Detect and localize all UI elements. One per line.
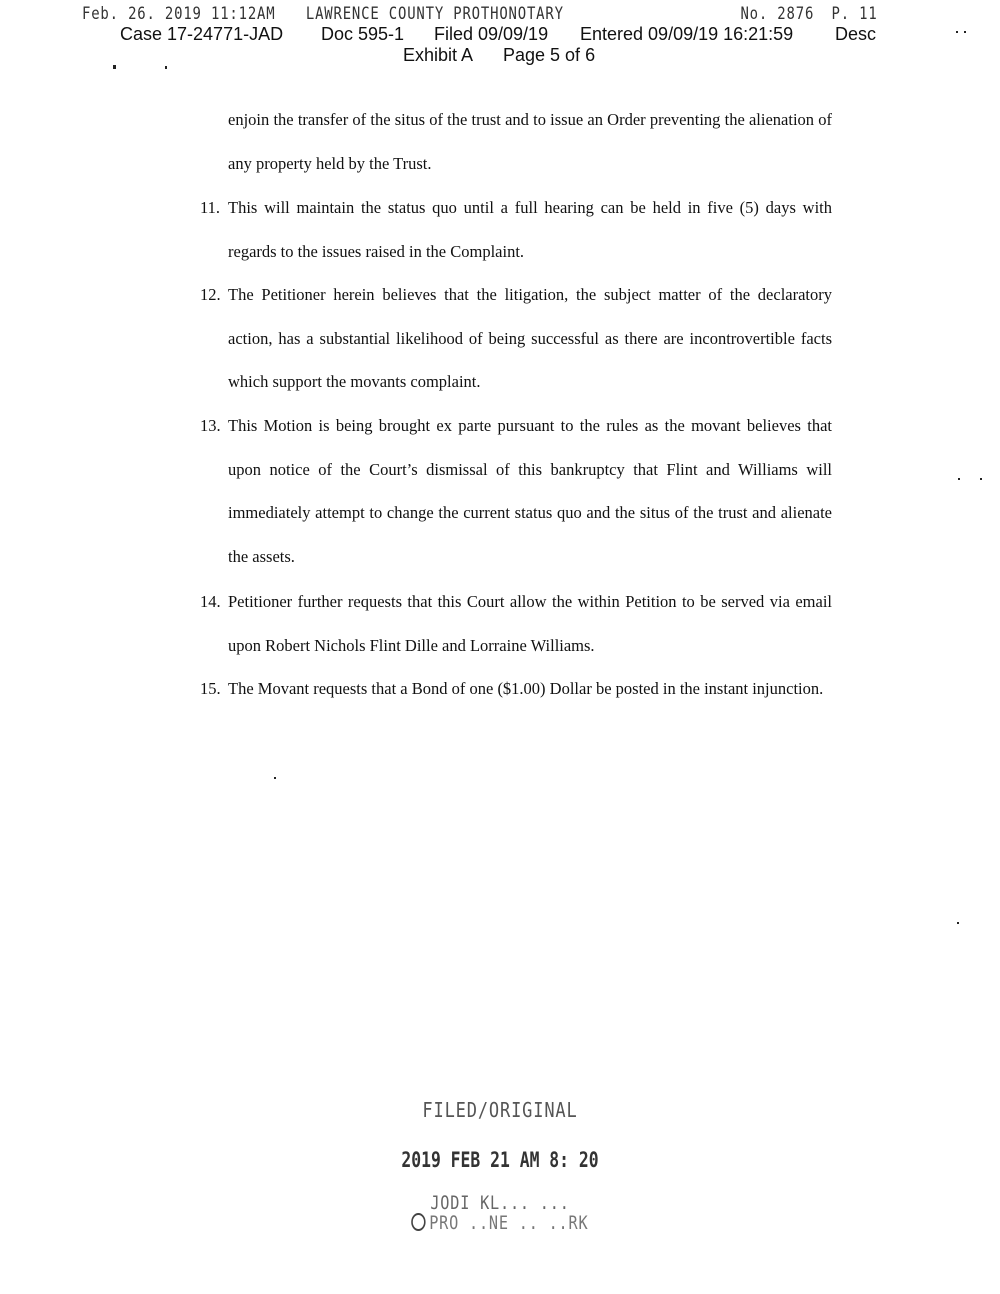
entered-date: Entered 09/09/19 16:21:59 <box>580 24 794 44</box>
item-number: 15. <box>200 679 221 698</box>
item-text: The Movant requests that a Bond of one ($1.00) Dollar be posted in the instant injunction. <box>228 679 824 698</box>
scan-speck <box>113 65 116 69</box>
scan-speck <box>957 922 959 924</box>
item-text: The Petitioner herein believes that the litigation, the subject matter of the declaratory action, has a substantial likelihood of being successful as there are incontrovertible facts which support the movants complaint. <box>228 285 832 391</box>
item-text: Petitioner further requests that this Court allow the within Petition to be served via email upon Robert Nichols Flint Dille and Lorraine Williams. <box>228 592 832 655</box>
list-item <box>200 186 832 273</box>
fax-datetime: Feb. 26. 2019 11:12AM <box>82 4 276 24</box>
exhibit-label: Exhibit A <box>403 45 474 65</box>
item-number: 11. <box>200 198 221 217</box>
scan-speck <box>165 66 167 69</box>
desc-label: Desc <box>835 24 877 44</box>
scan-speck <box>274 777 276 779</box>
item-text: This Motion is being brought ex parte pursuant to the rules as the movant believes that upon notice of the Court’s dismissal of this bankruptcy that Flint and Williams will immediately attempt to change the current status quo and the situs of the trust and alienate the assets. <box>228 416 832 566</box>
item-number: 13. <box>200 416 221 435</box>
scan-speck <box>964 31 966 33</box>
filed-stamp-office-text: PRO ..NE .. ..RK <box>429 1212 589 1234</box>
item-number: 14. <box>200 592 221 611</box>
fax-number: No. 2876 <box>740 4 815 24</box>
case-number: Case 17-24771-JAD <box>120 24 284 44</box>
fax-sender: LAWRENCE COUNTY PROTHONOTARY <box>305 4 564 24</box>
list-item <box>200 580 832 667</box>
filed-stamp-date: 2019 FEB 21 AM 8: 20 <box>401 1148 599 1172</box>
doc-number: Doc 595-1 <box>321 24 405 44</box>
fax-header <box>0 4 878 24</box>
item-number: 12. <box>200 285 221 304</box>
filed-date: Filed 09/09/19 <box>434 24 549 44</box>
list-item <box>200 404 832 578</box>
page-indicator: Page 5 of 6 <box>503 45 596 65</box>
scan-speck <box>958 478 960 480</box>
scan-speck <box>956 31 958 33</box>
item-text: This will maintain the status quo until a full hearing can be held in five (5) days with regards to the issues raised in the Complaint. <box>228 198 832 261</box>
filed-stamp-title: FILED/ORIGINAL <box>422 1098 578 1122</box>
list-item <box>200 667 832 711</box>
seal-icon <box>412 1213 426 1231</box>
filed-stamp-office <box>100 1212 900 1234</box>
scan-speck <box>980 478 982 480</box>
fax-page: P. 11 <box>831 4 878 24</box>
filed-stamp-name: JODI KL... ... <box>430 1192 570 1214</box>
list-item <box>200 273 832 404</box>
continuation-paragraph: enjoin the transfer of the situs of the trust and to issue an Order preventing the alienation of any property held by the Trust. <box>228 110 832 173</box>
